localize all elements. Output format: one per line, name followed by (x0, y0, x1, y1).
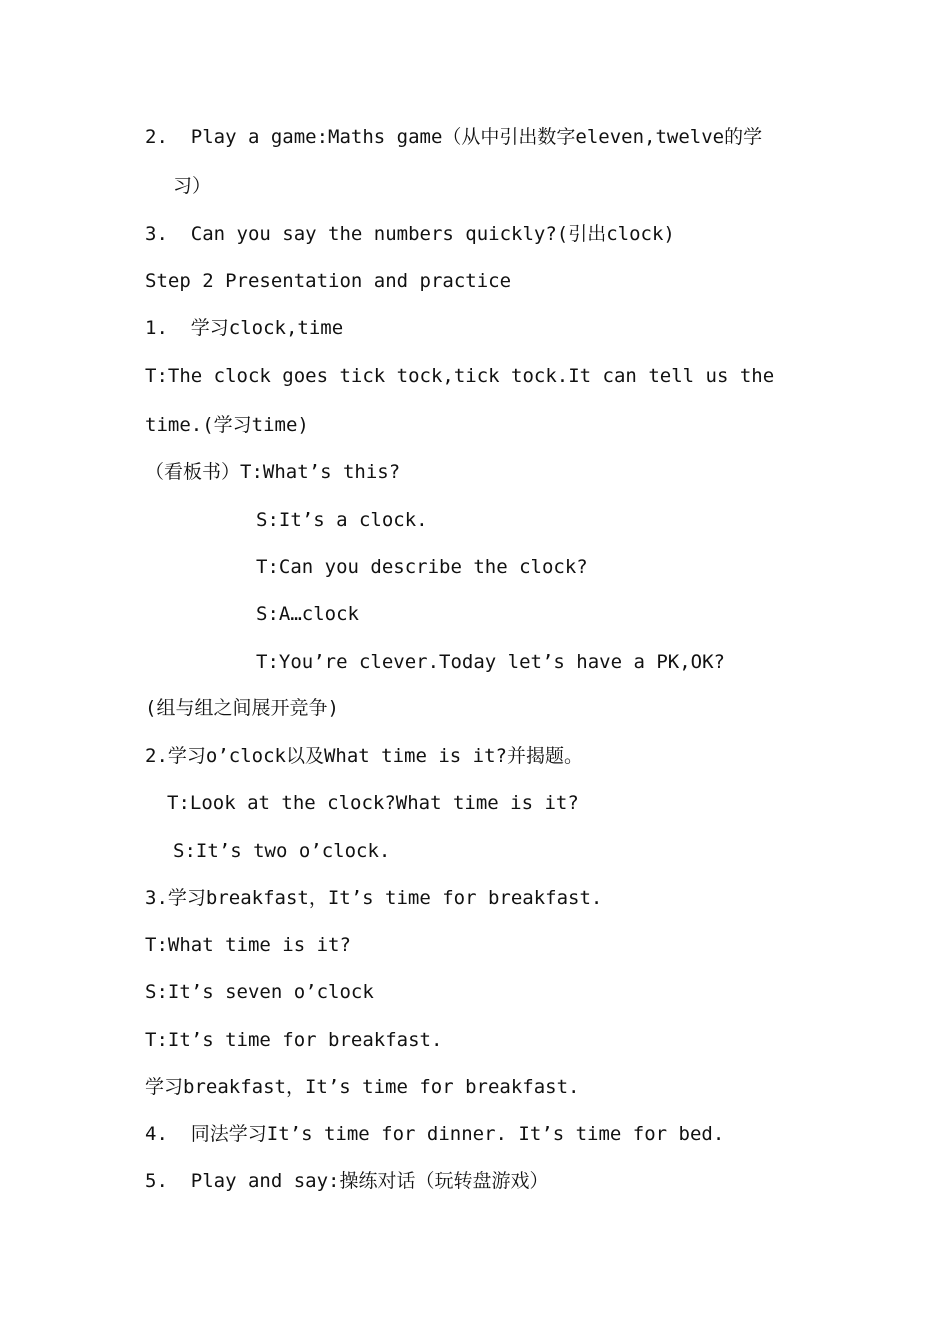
text-line-17: 3.学习breakfast，It’s time for breakfast. (145, 887, 603, 909)
text-line-6: T:The clock goes tick tock,tick tock.It can tell us the (145, 365, 775, 387)
text-line-8: （看板书）T:What’s this? (145, 461, 401, 483)
text-line-13: (组与组之间展开竞争) (145, 697, 339, 719)
step-heading: Step 2 Presentation and practice (145, 270, 512, 292)
text-line-18: T:What time is it? (145, 934, 351, 956)
dialogue-line-4: T:You’re clever.Today let’s have a PK,OK? (256, 651, 725, 673)
text-line-2: 习） (173, 175, 212, 197)
text-line-3: 3. Can you say the numbers quickly?(引出clock) (145, 223, 675, 245)
dialogue-line-1: S:It’s a clock. (256, 509, 428, 531)
text-line-21: 学习breakfast，It’s time for breakfast. (145, 1076, 580, 1098)
text-line-22: 4. 同法学习It’s time for dinner. It’s time for bed. (145, 1123, 725, 1145)
dialogue-line-6: S:It’s two o’clock. (173, 840, 391, 862)
text-line-1: 2. Play a game:Maths game（从中引出数字eleven,twelve的学 (145, 126, 763, 148)
text-line-20: T:It’s time for breakfast. (145, 1029, 443, 1051)
dialogue-line-3: S:A…clock (256, 603, 359, 625)
dialogue-line-2: T:Can you describe the clock? (256, 556, 588, 578)
text-line-14: 2.学习o’clock以及What time is it?并揭题。 (145, 745, 583, 767)
text-line-5: 1. 学习clock,time (145, 317, 344, 339)
text-line-19: S:It’s seven o’clock (145, 981, 374, 1003)
text-line-7: time.(学习time) (145, 414, 309, 436)
dialogue-line-5: T:Look at the clock?What time is it? (167, 792, 579, 814)
text-line-23: 5. Play and say:操练对话（玩转盘游戏） (145, 1170, 549, 1192)
